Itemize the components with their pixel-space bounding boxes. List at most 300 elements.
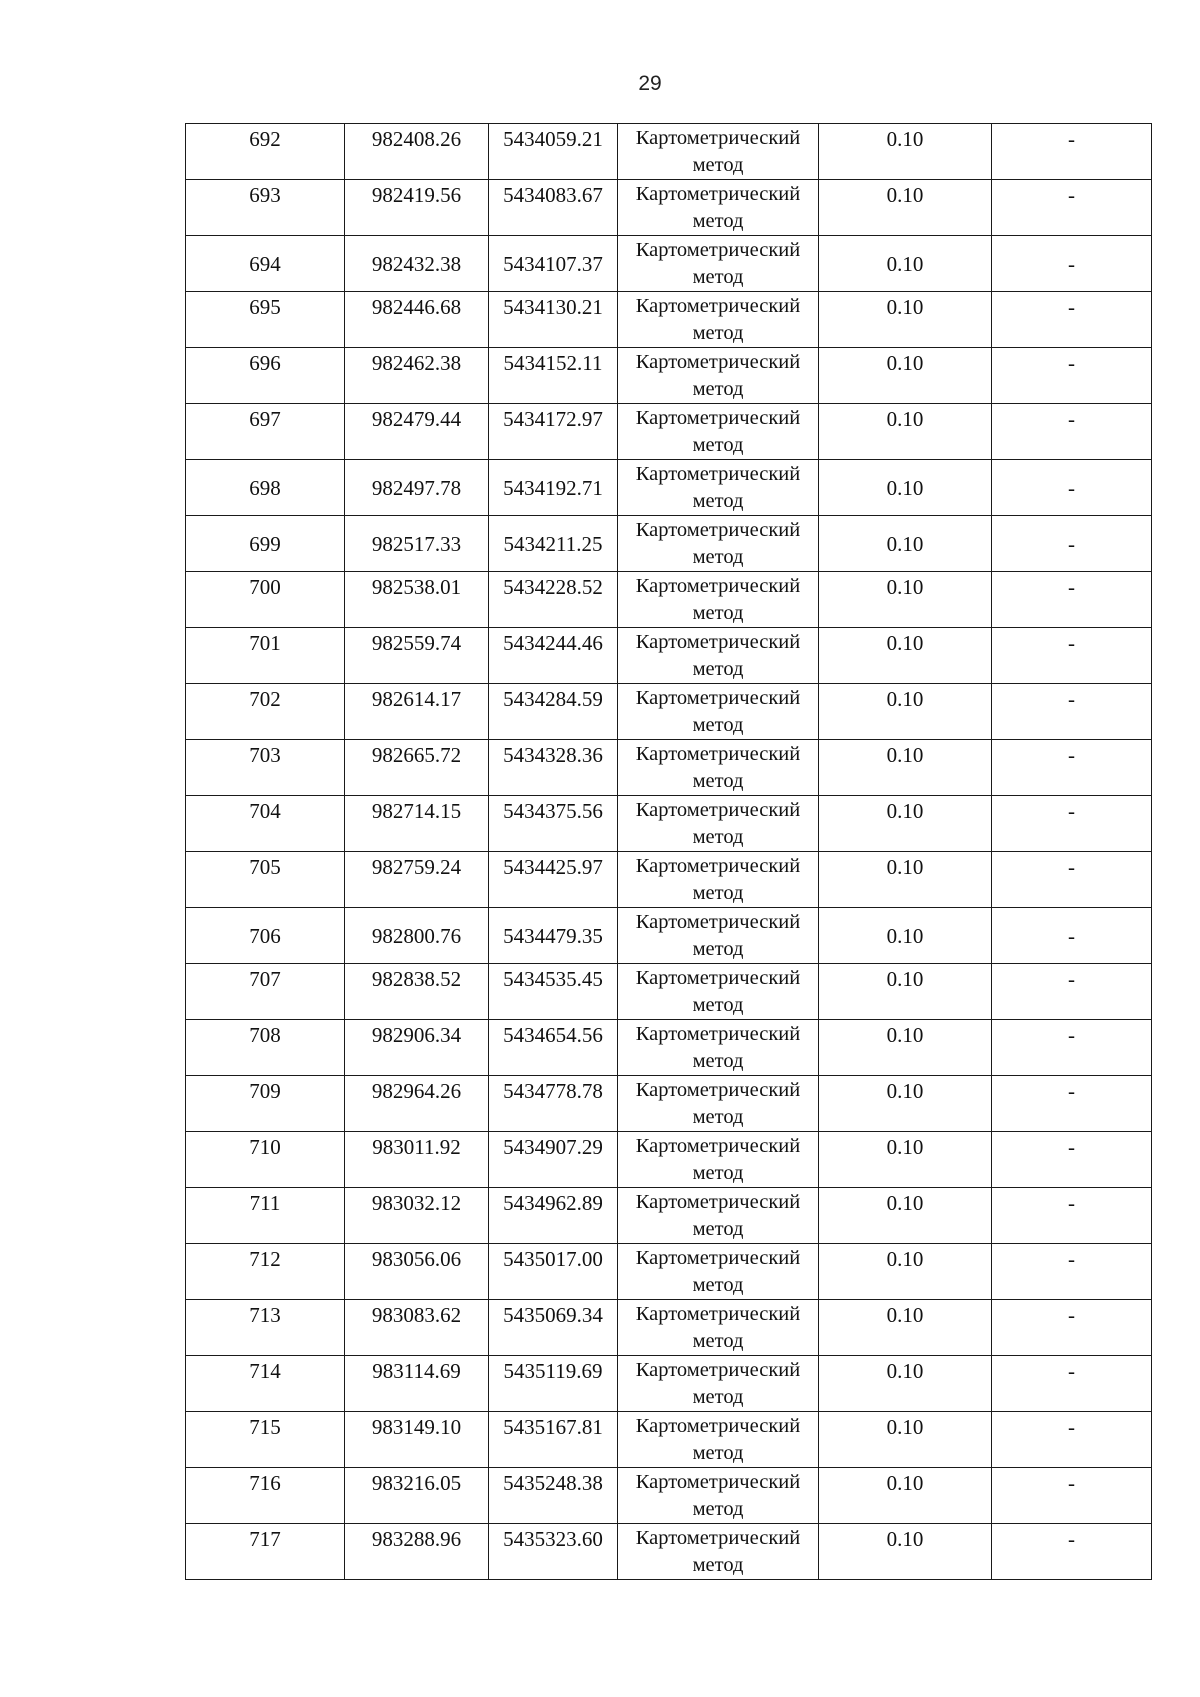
method-line-1: Картометрический	[635, 1471, 801, 1493]
table-row	[186, 1468, 1152, 1524]
x-coordinate-cell	[345, 180, 489, 236]
accuracy-value: 0.10	[886, 1079, 924, 1103]
y-coordinate-value: 5434172.97	[503, 407, 603, 431]
accuracy-value: 0.10	[886, 1303, 924, 1327]
method-line-2: метод	[692, 378, 744, 400]
y-coordinate-cell	[489, 1356, 618, 1412]
method-line-1: Картометрический	[635, 799, 801, 821]
method-line-2: метод	[692, 1330, 744, 1352]
accuracy-value: 0.10	[886, 575, 924, 599]
point-number-cell	[186, 628, 345, 684]
y-coordinate-cell	[489, 236, 618, 292]
method-line-1: Картометрический	[635, 463, 801, 485]
x-coordinate-value: 982964.26	[371, 1079, 462, 1103]
y-coordinate-value: 5434228.52	[503, 575, 603, 599]
y-coordinate-cell	[489, 908, 618, 964]
method-line-1: Картометрический	[635, 1415, 801, 1437]
y-coordinate-value: 5435323.60	[503, 1527, 603, 1551]
x-coordinate-cell	[345, 964, 489, 1020]
method-cell	[618, 796, 819, 852]
method-cell	[618, 292, 819, 348]
x-coordinate-value: 982714.15	[371, 799, 462, 823]
point-number-cell	[186, 516, 345, 572]
method-cell	[618, 1132, 819, 1188]
point-number-cell	[186, 796, 345, 852]
x-coordinate-cell	[345, 1244, 489, 1300]
x-coordinate-value: 983011.92	[372, 1135, 461, 1159]
description-cell	[992, 180, 1152, 236]
point-number-value: 697	[249, 407, 281, 431]
x-coordinate-cell	[345, 1300, 489, 1356]
y-coordinate-value: 5435248.38	[503, 1471, 603, 1495]
table-row	[186, 348, 1152, 404]
point-number-value: 705	[249, 855, 281, 879]
y-coordinate-cell	[489, 404, 618, 460]
accuracy-cell	[819, 852, 992, 908]
x-coordinate-cell	[345, 1132, 489, 1188]
table-row	[186, 124, 1152, 180]
x-coordinate-value: 982838.52	[371, 967, 462, 991]
point-number-value: 717	[249, 1527, 281, 1551]
method-line-1: Картометрический	[635, 1191, 801, 1213]
method-line-2: метод	[692, 434, 744, 456]
point-number-cell	[186, 1020, 345, 1076]
accuracy-cell	[819, 236, 992, 292]
point-number-cell	[186, 1132, 345, 1188]
point-number-value: 714	[249, 1359, 281, 1383]
point-number-cell	[186, 1356, 345, 1412]
description-value: -	[1068, 1079, 1075, 1103]
accuracy-cell	[819, 1076, 992, 1132]
table-row	[186, 1076, 1152, 1132]
method-line-1: Картометрический	[635, 1023, 801, 1045]
accuracy-cell	[819, 348, 992, 404]
point-number-cell	[186, 1244, 345, 1300]
method-line-2: метод	[692, 1442, 744, 1464]
x-coordinate-value: 982419.56	[371, 183, 462, 207]
y-coordinate-cell	[489, 628, 618, 684]
accuracy-cell	[819, 684, 992, 740]
page-number: 29	[638, 72, 662, 95]
accuracy-value: 0.10	[886, 1527, 924, 1551]
point-number-cell	[186, 236, 345, 292]
y-coordinate-value: 5434059.21	[503, 127, 603, 151]
description-cell	[992, 236, 1152, 292]
x-coordinate-cell	[345, 572, 489, 628]
x-coordinate-value: 982759.24	[371, 855, 462, 879]
table-row	[186, 292, 1152, 348]
method-cell	[618, 852, 819, 908]
method-cell	[618, 348, 819, 404]
method-cell	[618, 1076, 819, 1132]
x-coordinate-cell	[345, 460, 489, 516]
description-value: -	[1068, 924, 1075, 948]
description-value: -	[1068, 407, 1075, 431]
y-coordinate-cell	[489, 348, 618, 404]
description-cell	[992, 1020, 1152, 1076]
point-number-value: 711	[249, 1191, 281, 1215]
y-coordinate-value: 5434211.25	[503, 532, 603, 556]
accuracy-cell	[819, 964, 992, 1020]
method-cell	[618, 124, 819, 180]
description-cell	[992, 908, 1152, 964]
accuracy-cell	[819, 460, 992, 516]
description-cell	[992, 1244, 1152, 1300]
table-row	[186, 236, 1152, 292]
method-line-1: Картометрический	[635, 351, 801, 373]
point-number-value: 710	[249, 1135, 281, 1159]
y-coordinate-cell	[489, 1076, 618, 1132]
x-coordinate-value: 982462.38	[371, 351, 462, 375]
y-coordinate-value: 5434083.67	[503, 183, 603, 207]
point-number-cell	[186, 852, 345, 908]
point-number-value: 700	[249, 575, 281, 599]
method-line-1: Картометрический	[635, 687, 801, 709]
x-coordinate-cell	[345, 1356, 489, 1412]
method-line-2: метод	[692, 1386, 744, 1408]
description-value: -	[1068, 351, 1075, 375]
description-value: -	[1068, 1247, 1075, 1271]
accuracy-value: 0.10	[886, 183, 924, 207]
method-cell	[618, 908, 819, 964]
x-coordinate-cell	[345, 1524, 489, 1580]
description-value: -	[1068, 532, 1075, 556]
method-cell	[618, 1468, 819, 1524]
x-coordinate-cell	[345, 1188, 489, 1244]
method-line-1: Картометрический	[635, 967, 801, 989]
method-line-2: метод	[692, 546, 744, 568]
accuracy-value: 0.10	[886, 1471, 924, 1495]
y-coordinate-value: 5434328.36	[503, 743, 603, 767]
table-row	[186, 1020, 1152, 1076]
y-coordinate-value: 5434907.29	[503, 1135, 603, 1159]
table-row	[186, 460, 1152, 516]
y-coordinate-value: 5434284.59	[503, 687, 603, 711]
method-line-1: Картометрический	[635, 239, 801, 261]
description-value: -	[1068, 575, 1075, 599]
description-cell	[992, 1412, 1152, 1468]
description-cell	[992, 516, 1152, 572]
x-coordinate-value: 982906.34	[371, 1023, 462, 1047]
table-row	[186, 516, 1152, 572]
accuracy-value: 0.10	[886, 1415, 924, 1439]
description-cell	[992, 348, 1152, 404]
accuracy-cell	[819, 1468, 992, 1524]
description-cell	[992, 404, 1152, 460]
accuracy-value: 0.10	[886, 1135, 924, 1159]
point-number-cell	[186, 404, 345, 460]
point-number-value: 707	[249, 967, 281, 991]
y-coordinate-cell	[489, 1524, 618, 1580]
accuracy-cell	[819, 740, 992, 796]
method-line-1: Картометрический	[635, 295, 801, 317]
x-coordinate-value: 983216.05	[371, 1471, 462, 1495]
x-coordinate-cell	[345, 684, 489, 740]
method-cell	[618, 740, 819, 796]
method-line-2: метод	[692, 1498, 744, 1520]
y-coordinate-value: 5434535.45	[503, 967, 603, 991]
x-coordinate-value: 983056.06	[371, 1247, 462, 1271]
accuracy-cell	[819, 628, 992, 684]
y-coordinate-cell	[489, 1468, 618, 1524]
method-cell	[618, 180, 819, 236]
description-value: -	[1068, 631, 1075, 655]
y-coordinate-value: 5434479.35	[503, 924, 603, 948]
method-line-2: метод	[692, 1162, 744, 1184]
y-coordinate-cell	[489, 684, 618, 740]
y-coordinate-cell	[489, 964, 618, 1020]
accuracy-cell	[819, 908, 992, 964]
description-value: -	[1068, 1023, 1075, 1047]
description-value: -	[1068, 743, 1075, 767]
description-value: -	[1068, 295, 1075, 319]
y-coordinate-value: 5434192.71	[503, 476, 603, 500]
accuracy-value: 0.10	[886, 1191, 924, 1215]
description-value: -	[1068, 1359, 1075, 1383]
x-coordinate-cell	[345, 124, 489, 180]
x-coordinate-value: 982479.44	[371, 407, 462, 431]
x-coordinate-value: 983083.62	[371, 1303, 462, 1327]
y-coordinate-value: 5435167.81	[503, 1415, 603, 1439]
x-coordinate-cell	[345, 1412, 489, 1468]
y-coordinate-cell	[489, 124, 618, 180]
y-coordinate-value: 5434130.21	[503, 295, 603, 319]
method-line-2: метод	[692, 826, 744, 848]
y-coordinate-cell	[489, 572, 618, 628]
point-number-value: 698	[249, 476, 281, 500]
description-cell	[992, 1076, 1152, 1132]
method-line-1: Картометрический	[635, 1079, 801, 1101]
method-line-1: Картометрический	[635, 911, 801, 933]
table-row	[186, 684, 1152, 740]
description-cell	[992, 796, 1152, 852]
table-row	[186, 1132, 1152, 1188]
x-coordinate-cell	[345, 292, 489, 348]
y-coordinate-value: 5434244.46	[503, 631, 603, 655]
accuracy-cell	[819, 1356, 992, 1412]
y-coordinate-value: 5434107.37	[503, 252, 603, 276]
description-value: -	[1068, 1471, 1075, 1495]
accuracy-value: 0.10	[886, 532, 924, 556]
accuracy-cell	[819, 516, 992, 572]
y-coordinate-cell	[489, 852, 618, 908]
description-value: -	[1068, 127, 1075, 151]
description-cell	[992, 964, 1152, 1020]
y-coordinate-value: 5434375.56	[503, 799, 603, 823]
method-line-2: метод	[692, 1274, 744, 1296]
method-cell	[618, 404, 819, 460]
method-cell	[618, 236, 819, 292]
x-coordinate-cell	[345, 348, 489, 404]
x-coordinate-value: 982614.17	[371, 687, 462, 711]
method-line-2: метод	[692, 714, 744, 736]
method-cell	[618, 628, 819, 684]
y-coordinate-cell	[489, 796, 618, 852]
accuracy-value: 0.10	[886, 631, 924, 655]
x-coordinate-cell	[345, 908, 489, 964]
table-row	[186, 404, 1152, 460]
x-coordinate-value: 983149.10	[371, 1415, 462, 1439]
description-cell	[992, 1188, 1152, 1244]
point-number-value: 713	[249, 1303, 281, 1327]
point-number-cell	[186, 1188, 345, 1244]
y-coordinate-cell	[489, 1300, 618, 1356]
point-number-cell	[186, 460, 345, 516]
point-number-cell	[186, 1468, 345, 1524]
method-cell	[618, 1188, 819, 1244]
table-row	[186, 1524, 1152, 1580]
method-line-2: метод	[692, 602, 744, 624]
y-coordinate-value: 5434152.11	[503, 351, 603, 375]
method-line-1: Картометрический	[635, 855, 801, 877]
point-number-value: 715	[249, 1415, 281, 1439]
method-line-1: Картометрический	[635, 575, 801, 597]
table-row	[186, 628, 1152, 684]
accuracy-value: 0.10	[886, 967, 924, 991]
description-value: -	[1068, 183, 1075, 207]
method-line-2: метод	[692, 994, 744, 1016]
description-value: -	[1068, 1303, 1075, 1327]
method-line-2: метод	[692, 770, 744, 792]
method-line-1: Картометрический	[635, 1527, 801, 1549]
method-cell	[618, 1244, 819, 1300]
table-row	[186, 1244, 1152, 1300]
method-line-1: Картометрический	[635, 1303, 801, 1325]
y-coordinate-cell	[489, 1188, 618, 1244]
description-cell	[992, 1300, 1152, 1356]
point-number-cell	[186, 908, 345, 964]
table-row	[186, 908, 1152, 964]
x-coordinate-cell	[345, 236, 489, 292]
description-cell	[992, 852, 1152, 908]
method-line-2: метод	[692, 322, 744, 344]
method-line-1: Картометрический	[635, 1247, 801, 1269]
accuracy-cell	[819, 292, 992, 348]
point-number-cell	[186, 1524, 345, 1580]
point-number-value: 709	[249, 1079, 281, 1103]
accuracy-value: 0.10	[886, 1359, 924, 1383]
description-cell	[992, 572, 1152, 628]
method-line-2: метод	[692, 658, 744, 680]
y-coordinate-value: 5434425.97	[503, 855, 603, 879]
method-line-2: метод	[692, 882, 744, 904]
y-coordinate-cell	[489, 1244, 618, 1300]
table-row	[186, 1300, 1152, 1356]
method-cell	[618, 1356, 819, 1412]
table-row	[186, 964, 1152, 1020]
point-number-value: 702	[249, 687, 281, 711]
y-coordinate-value: 5435119.69	[503, 1359, 603, 1383]
description-value: -	[1068, 252, 1075, 276]
x-coordinate-value: 983114.69	[372, 1359, 461, 1383]
y-coordinate-cell	[489, 460, 618, 516]
x-coordinate-value: 982432.38	[371, 252, 462, 276]
accuracy-cell	[819, 796, 992, 852]
accuracy-cell	[819, 1132, 992, 1188]
y-coordinate-value: 5434962.89	[503, 1191, 603, 1215]
method-line-2: метод	[692, 154, 744, 176]
point-number-cell	[186, 1076, 345, 1132]
y-coordinate-value: 5434778.78	[503, 1079, 603, 1103]
description-cell	[992, 460, 1152, 516]
point-number-value: 694	[249, 252, 281, 276]
table-row	[186, 796, 1152, 852]
table-row	[186, 1188, 1152, 1244]
method-line-2: метод	[692, 1218, 744, 1240]
accuracy-value: 0.10	[886, 1023, 924, 1047]
method-cell	[618, 460, 819, 516]
description-cell	[992, 124, 1152, 180]
description-value: -	[1068, 1527, 1075, 1551]
point-number-value: 693	[249, 183, 281, 207]
point-number-cell	[186, 964, 345, 1020]
point-number-value: 701	[249, 631, 281, 655]
accuracy-cell	[819, 1020, 992, 1076]
description-cell	[992, 628, 1152, 684]
method-line-2: метод	[692, 1050, 744, 1072]
description-cell	[992, 684, 1152, 740]
accuracy-value: 0.10	[886, 687, 924, 711]
accuracy-value: 0.10	[886, 924, 924, 948]
method-cell	[618, 964, 819, 1020]
point-number-cell	[186, 180, 345, 236]
method-line-1: Картометрический	[635, 743, 801, 765]
point-number-value: 703	[249, 743, 281, 767]
y-coordinate-value: 5435017.00	[503, 1247, 603, 1271]
accuracy-value: 0.10	[886, 295, 924, 319]
x-coordinate-value: 982497.78	[371, 476, 462, 500]
x-coordinate-cell	[345, 852, 489, 908]
method-line-1: Картометрический	[635, 1135, 801, 1157]
accuracy-cell	[819, 1524, 992, 1580]
accuracy-value: 0.10	[886, 743, 924, 767]
x-coordinate-value: 982408.26	[371, 127, 462, 151]
description-cell	[992, 740, 1152, 796]
x-coordinate-value: 983288.96	[371, 1527, 462, 1551]
coordinates-table-body	[186, 124, 1152, 1580]
description-value: -	[1068, 1191, 1075, 1215]
method-cell	[618, 1412, 819, 1468]
method-cell	[618, 1020, 819, 1076]
point-number-value: 708	[249, 1023, 281, 1047]
table-row	[186, 1412, 1152, 1468]
description-value: -	[1068, 799, 1075, 823]
x-coordinate-cell	[345, 1468, 489, 1524]
accuracy-value: 0.10	[886, 1247, 924, 1271]
method-line-1: Картометрический	[635, 519, 801, 541]
description-cell	[992, 1356, 1152, 1412]
description-cell	[992, 1468, 1152, 1524]
accuracy-cell	[819, 180, 992, 236]
accuracy-value: 0.10	[886, 127, 924, 151]
point-number-cell	[186, 124, 345, 180]
x-coordinate-value: 982446.68	[371, 295, 462, 319]
table-row	[186, 1356, 1152, 1412]
description-value: -	[1068, 1415, 1075, 1439]
method-line-1: Картометрический	[635, 183, 801, 205]
method-line-2: метод	[692, 938, 744, 960]
point-number-cell	[186, 684, 345, 740]
description-value: -	[1068, 1135, 1075, 1159]
point-number-value: 712	[249, 1247, 281, 1271]
accuracy-value: 0.10	[886, 799, 924, 823]
point-number-value: 692	[249, 127, 281, 151]
point-number-value: 706	[249, 924, 281, 948]
x-coordinate-cell	[345, 740, 489, 796]
description-value: -	[1068, 476, 1075, 500]
table-row	[186, 572, 1152, 628]
point-number-cell	[186, 740, 345, 796]
